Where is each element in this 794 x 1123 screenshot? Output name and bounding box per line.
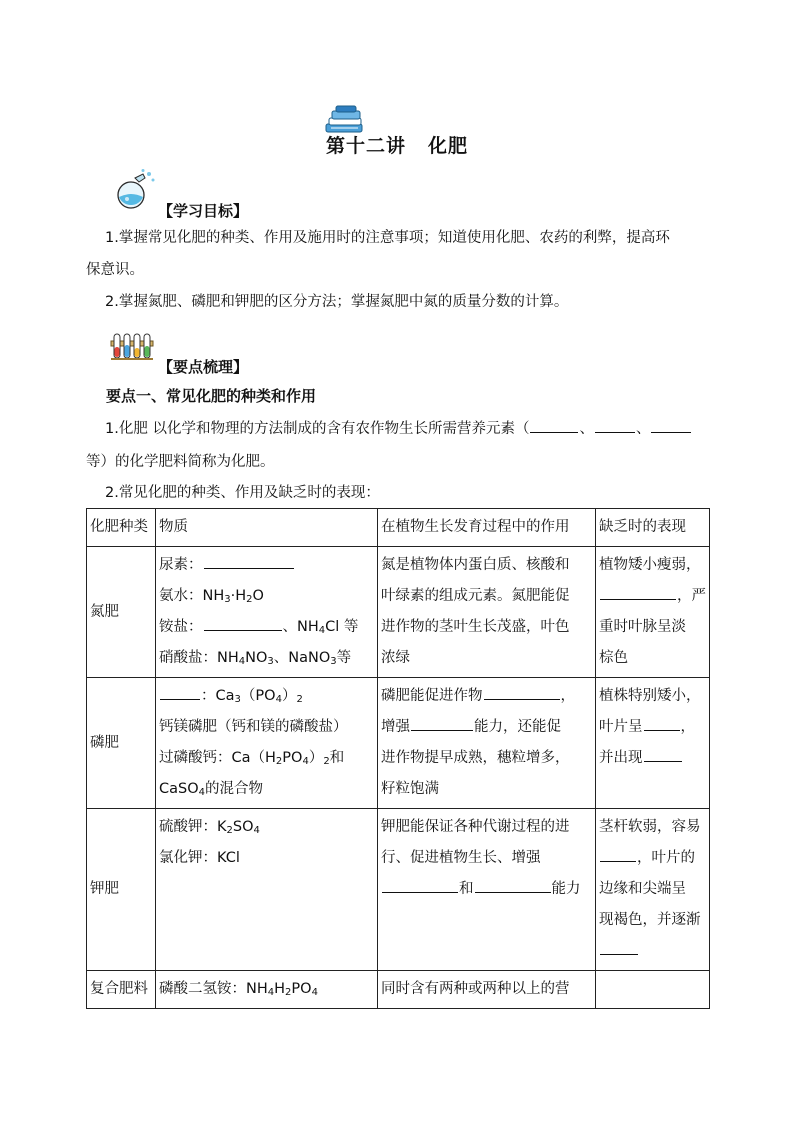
- substance-cell: 尿素： 氨水：$NH_3\cdot H_2O$ 铵盐： 、$NH_4Cl$ 等 硝酸盐：$NH_4NO_3$、NaNO$_3$等: [156, 547, 378, 678]
- point-1-para-1: 1.化肥 以化学和物理的方法制成的含有农作物生长所需营养元素（ 、 、: [105, 417, 692, 441]
- answer-blank[interactable]: [595, 417, 635, 433]
- category-cell: 复合肥料: [87, 971, 156, 1009]
- point-1-para-2: 2.常见化肥的种类、作用及缺乏时的表现：: [105, 485, 380, 501]
- point-1-title: 要点一、常见化肥的种类和作用: [106, 387, 317, 405]
- answer-blank[interactable]: [600, 584, 676, 600]
- objective-1-line-2: 保意识。: [86, 262, 144, 278]
- answer-blank[interactable]: [160, 684, 200, 700]
- category-cell: 磷肥: [87, 678, 156, 809]
- page-title: 第十二讲 化肥: [325, 135, 469, 157]
- header-cell: 缺乏时的表现: [596, 509, 710, 547]
- answer-blank[interactable]: [651, 417, 691, 433]
- role-cell: 磷肥能促进作物 ， 增强 能力，还能促 进作物提早成熟，穗粒增多， 籽粒饱满: [378, 678, 596, 809]
- header-cell: 化肥种类: [87, 509, 156, 547]
- table-row: [87, 678, 710, 809]
- answer-blank[interactable]: [411, 715, 473, 731]
- deficiency-cell: 植株特别矮小， 叶片呈 ， 并出现: [596, 678, 710, 809]
- objective-2: 2.掌握氮肥、磷肥和钾肥的区分方法；掌握氮肥中氮的质量分数的计算。: [105, 294, 569, 310]
- answer-blank[interactable]: [600, 846, 636, 862]
- header-cell: 物质: [156, 509, 378, 547]
- answer-blank[interactable]: [204, 615, 282, 631]
- answer-blank[interactable]: [644, 746, 682, 762]
- role-cell: 钾肥能保证各种代谢过程的进 行、促进植物生长、增强 和 能力: [378, 809, 596, 971]
- answer-blank[interactable]: [382, 877, 458, 893]
- objective-1-line-1: 1.掌握常见化肥的种类、作用及施用时的注意事项；知道使用化肥、农药的利弊，提高环: [105, 230, 670, 246]
- header-cell: 在植物生长发育过程中的作用: [378, 509, 596, 547]
- deficiency-cell: [596, 971, 710, 1009]
- answer-blank[interactable]: [484, 684, 560, 700]
- flask-icon: [113, 168, 157, 212]
- fertilizer-table: [86, 508, 710, 1009]
- table-row: [87, 971, 710, 1009]
- substance-cell: 硫酸钾：$K_2SO_4$ 氯化钾：KCl: [156, 809, 378, 971]
- substance-cell: 磷酸二氢铵：$NH_4H_2PO_4$: [156, 971, 378, 1009]
- role-cell: 同时含有两种或两种以上的营: [378, 971, 596, 1009]
- role-cell: 氮是植物体内蛋白质、核酸和 叶绿素的组成元素。氮肥能促 进作物的茎叶生长茂盛，叶色 浓绿: [378, 547, 596, 678]
- answer-blank[interactable]: [204, 553, 294, 569]
- test-tubes-icon: [110, 333, 154, 361]
- deficiency-cell: 植物矮小瘦弱， ，严 重时叶脉呈淡 棕色: [596, 547, 710, 678]
- table-header-row: [87, 509, 710, 547]
- category-cell: 钾肥: [87, 809, 156, 971]
- table-row: [87, 547, 710, 678]
- point-1-para-1-cont: 等）的化学肥料简称为化肥。: [86, 454, 275, 470]
- substance-cell: ：$Ca_3(PO_4)_2$ 钙镁磷肥（钙和镁的磷酸盐） 过磷酸钙：$Ca(H_2PO_4)_2$和 CaSO$_4$的混合物: [156, 678, 378, 809]
- table-row: [87, 809, 710, 971]
- answer-blank[interactable]: [644, 715, 680, 731]
- answer-blank[interactable]: [530, 417, 578, 433]
- category-cell: 氮肥: [87, 547, 156, 678]
- answer-blank[interactable]: [475, 877, 551, 893]
- objectives-heading: 【学习目标】: [158, 202, 249, 220]
- answer-blank[interactable]: [600, 939, 638, 955]
- deficiency-cell: 茎杆软弱，容易 ，叶片的 边缘和尖端呈 现褐色，并逐渐: [596, 809, 710, 971]
- key-points-heading: 【要点梳理】: [158, 358, 249, 376]
